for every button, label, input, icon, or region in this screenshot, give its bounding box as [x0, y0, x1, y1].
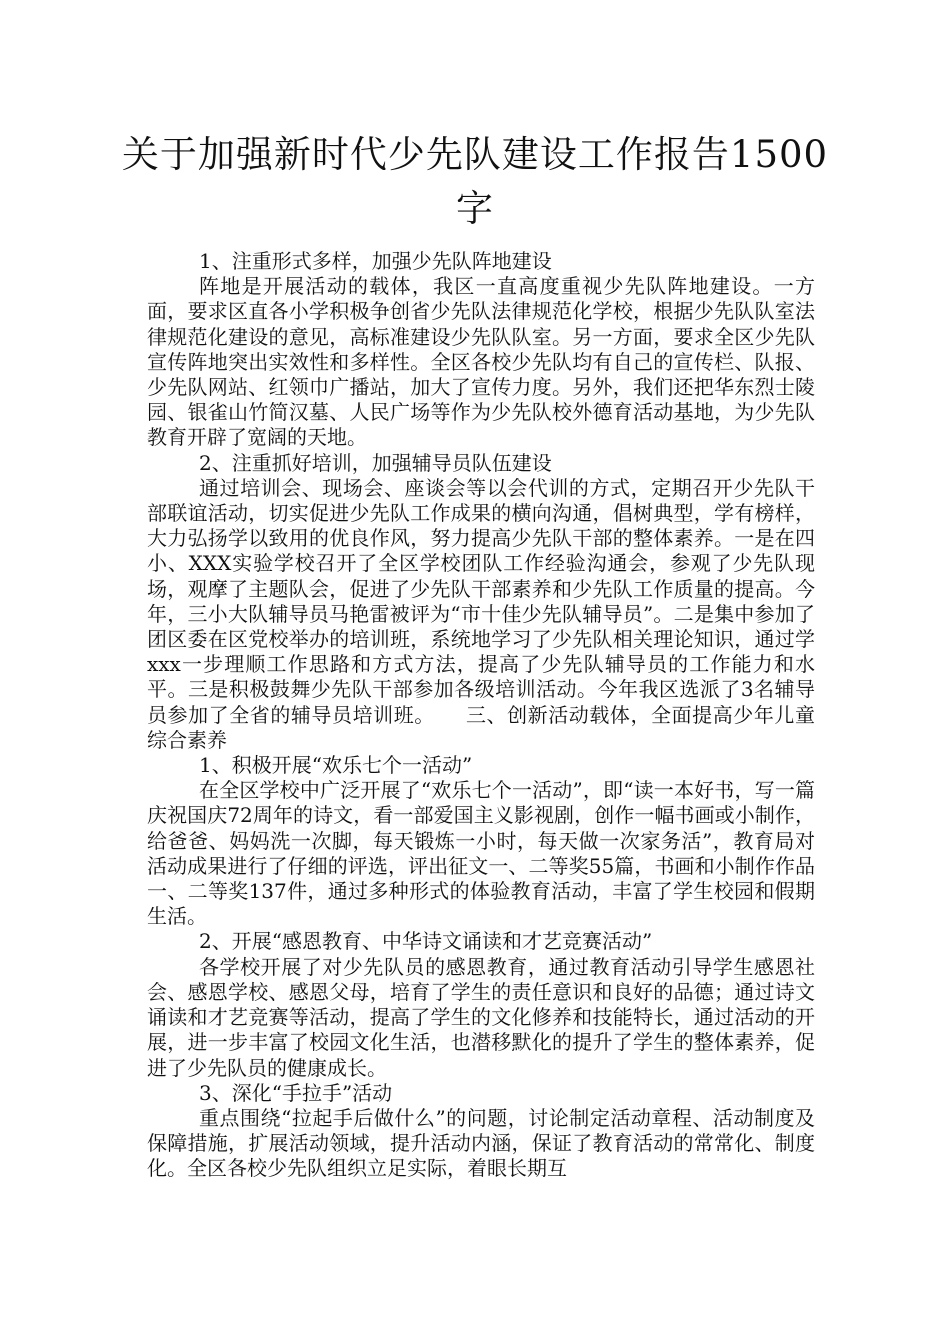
section-heading: 1、注重形式多样，加强少先队阵地建设: [199, 249, 552, 273]
body-paragraph: 通过培训会、现场会、座谈会等以会代训的方式，定期召开少先队干部联谊活动，切实促进少先队工作成果的横向沟通，倡树典型，学有榜样，大力弘扬学以致用的优良作风，努力提高少先队干部的整体素养。一是在四小、XXX实验学校召开了全区学校团队工作经验沟通会，参观了少先队现场，观摩了主题队会，促进了少先队干部素养和少先队工作质量的提高。今年，三小大队辅导员马艳雷被评为“市十佳少先队辅导员”。二是集中参加了团区委在区党校举办的培训班，系统地学习了少先队相关理论知识，通过学xxx一步理顺工作思路和方式方法，提高了少先队辅导员的工作能力和水平。三是积极鼓舞少先队干部参加各级培训活动。今年我区选派了3名辅导员参加了全省的辅导员培训班。 三、创新活动载体，全面提高少年儿童综合素养: [147, 475, 815, 752]
document-body: [147, 249, 815, 1182]
section-heading: 2、注重抓好培训，加强辅导员队伍建设: [199, 450, 552, 475]
body-paragraph: 在全区学校中广泛开展了“欢乐七个一活动”，即“读一本好书，写一篇庆祝国庆72周年的诗文，看一部爱国主义影视剧，创作一幅书画或小制作，给爸爸、妈妈洗一次脚，每天锻炼一小时，每天做一次家务活”，教育局对活动成果进行了仔细的评选，评出征文一、二等奖55篇，书画和小制作作品一、二等奖137件，通过多种形式的体验教育活动，丰富了学生校园和假期生活。: [147, 778, 815, 929]
document-title: 关于加强新时代少先队建设工作报告1500字: [121, 133, 829, 230]
section-heading: 1、积极开展“欢乐七个一活动”: [199, 753, 473, 778]
body-paragraph: 重点围绕“拉起手后做什么”的问题，讨论制定活动章程、活动制度及保障措施，扩展活动领域，提升活动内涵，保证了教育活动的常常化、制度化。全区各校少先队组织立足实际，着眼长期互: [147, 1105, 815, 1181]
body-paragraph: 各学校开展了对少先队员的感恩教育，通过教育活动引导学生感恩社会、感恩学校、感恩父母，培育了学生的责任意识和良好的品德；通过诗文诵读和才艺竞赛等活动，提高了学生的文化修养和技能特长，通过活动的开展，进一步丰富了校园文化生活，也潜移默化的提升了学生的整体素养，促进了少先队员的健康成长。: [147, 954, 815, 1080]
section-heading: 2、开展“感恩教育、中华诗文诵读和才艺竞赛活动”: [199, 929, 653, 954]
section-heading: 3、深化“手拉手”活动: [199, 1080, 393, 1105]
body-paragraph: 阵地是开展活动的载体，我区一直高度重视少先队阵地建设。一方面，要求区直各小学积极争创省少先队法律规范化学校，根据少先队队室法律规范化建设的意见，高标准建设少先队队室。另一方面，要求全区少先队宣传阵地突出实效性和多样性。全区各校少先队均有自己的宣传栏、队报、少先队网站、红领巾广播站，加大了宣传力度。另外，我们还把华东烈士陵园、银雀山竹简汉墓、人民广场等作为少先队校外德育活动基地，为少先队教育开辟了宽阔的天地。: [147, 274, 815, 450]
